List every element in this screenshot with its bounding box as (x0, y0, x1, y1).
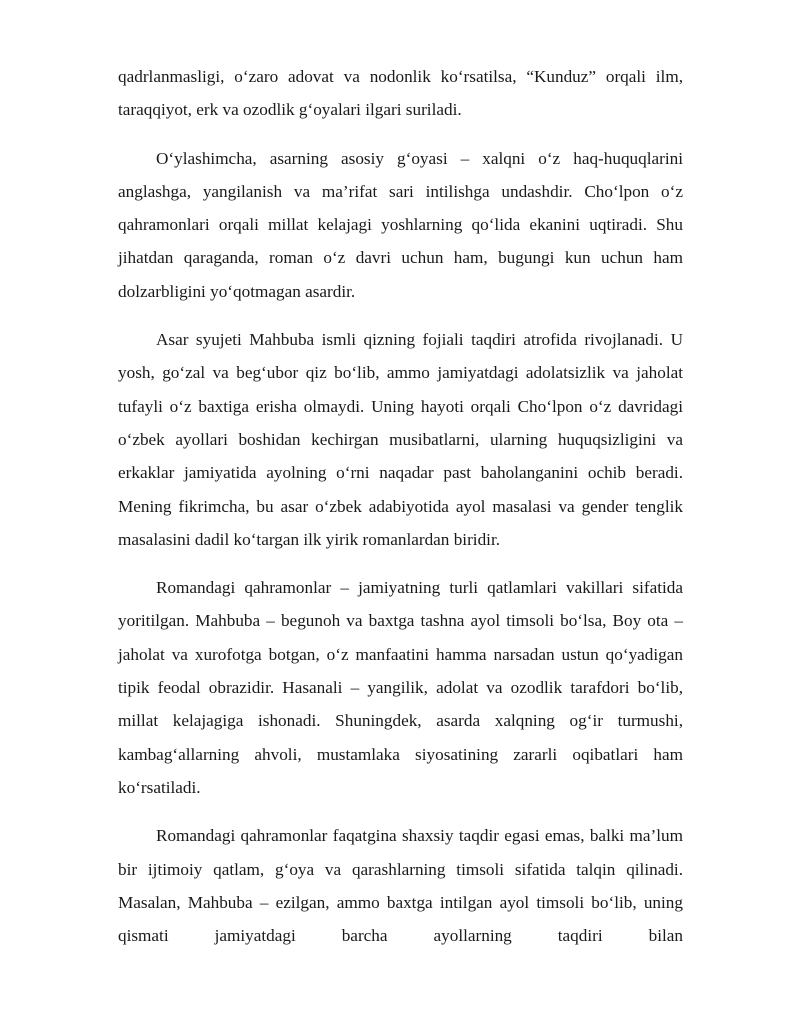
document-body (118, 60, 683, 952)
paragraph-main-idea: O‘ylashimcha, asarning asosiy g‘oyasi – xalqni o‘z haq-huquqlarini anglashga, yangilanish va ma’rifat sari intilishga undashdir. Cho‘lpon o‘z qahramonlari orqali millat kelajagi yoshlarning qo‘lida ekanini uqtiradi. Shu jihatdan qaraganda, roman o‘z davri uchun ham, bugungi kun uchun ham dolzarbligini yo‘qotmagan asardir. (118, 148, 683, 301)
paragraph-continuation: qadrlanmasligi, o‘zaro adovat va nodonlik ko‘rsatilsa, “Kunduz” orqali ilm, taraqqiyot, erk va ozodlik g‘oyalari ilgari suriladi. (118, 67, 683, 120)
paragraph-symbolism: Romandagi qahramonlar faqatgina shaxsiy taqdir egasi emas, balki ma’lum bir ijtimoiy qatlam, g‘oya va qarashlarning timsoli sifatida talqin qilinadi. Masalan, Mahbuba – ezilgan, ammo baxtga intilgan ayol timsoli bo‘lib, uning qismati jamiyatdagi barcha ayollarning taqdiri bilan (118, 826, 683, 946)
paragraph-characters: Romandagi qahramonlar – jamiyatning turli qatlamlari vakillari sifatida yoritilgan. Mahbuba – begunoh va baxtga tashna ayol timsoli bo‘lsa, Boy ota – jaholat va xurofotga botgan, o‘z manfaatini hamma narsadan ustun qo‘yadigan tipik feodal obrazidir. Hasanali – yangilik, adolat va ozodlik tarafdori bo‘lib, millat kelajagiga ishonadi. Shuningdek, asarda xalqning og‘ir turmushi, kambag‘allarning ahvoli, mustamlaka siyosatining zararli oqibatlari ham ko‘rsatiladi. (118, 578, 683, 797)
paragraph-plot: Asar syujeti Mahbuba ismli qizning fojiali taqdiri atrofida rivojlanadi. U yosh, go‘zal va beg‘ubor qiz bo‘lib, ammo jamiyatdagi adolatsizlik va jaholat tufayli o‘z baxtiga erisha olmaydi. Uning hayoti orqali Cho‘lpon o‘z davridagi o‘zbek ayollari boshidan kechirgan musibatlarni, ularning huquqsizligini va erkaklar jamiyatida ayolning o‘rni naqadar past baholanganini ochib beradi. Mening fikrimcha, bu asar o‘zbek adabiyotida ayol masalasi va gender tenglik masalasini dadil ko‘targan ilk yirik romanlardan biridir. (118, 330, 683, 549)
